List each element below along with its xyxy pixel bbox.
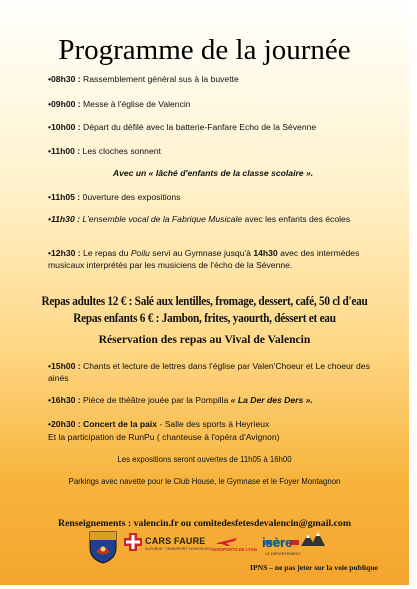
schedule-time: •12h30 : — [48, 248, 81, 258]
isere-name: isère — [262, 535, 293, 550]
schedule-item — [48, 145, 378, 157]
end-time: 14h30 — [253, 248, 278, 258]
schedule-text: Pièce de théâtre jouée par la Pompilla — [80, 395, 231, 405]
schedule-item — [48, 73, 378, 85]
schedule-time: •20h30 : — [48, 419, 81, 429]
schedule-item — [48, 247, 378, 271]
page-margin-bottom — [0, 585, 417, 589]
aeroports-lyon-text: AEROPORTS DE LYON — [211, 547, 257, 552]
isere-subtitle: LE DÉPARTEMENT — [265, 551, 301, 556]
valencin-crest-logo — [88, 530, 118, 564]
cars-faure-emblem — [123, 532, 143, 552]
schedule-text: Départ du défilé avec la batterie-Fanfare Echo de la Sévenne — [80, 122, 317, 132]
schedule-time: •11h30 : — [48, 214, 80, 224]
schedule-text: avec des intermèdes musicaux interprétés par les musiciens de l'écho de la Sévenne. — [48, 248, 360, 270]
schedule-time: •15h00 : — [48, 361, 81, 371]
schedule-item — [48, 191, 378, 203]
schedule-text: Le repas du — [80, 248, 131, 258]
schedule-text: 0uverture des expositions — [80, 192, 181, 202]
schedule-time: •16h30 : — [48, 395, 81, 405]
schedule-text: - Salle des sports à Heyrieux — [157, 419, 270, 429]
schedule-text-italic: L'ensemble vocal de la Fabrique Musicale — [80, 214, 243, 224]
cars-faure-name: CARS FAURE — [145, 536, 206, 546]
schedule-text: Rassemblement général sus à la buvette — [80, 74, 239, 84]
meal-adults: Repas adultes 12 € : Salé aux lentilles, fromage, dessert, café, 50 cl d'eau — [41, 294, 368, 308]
schedule-time: •09h00 : — [48, 99, 81, 109]
mountain-logo-icon — [300, 530, 326, 548]
expositions-note: Les expositions seront ouvertes de 11h05 à 16h00 — [117, 455, 292, 464]
schedule-item — [48, 98, 378, 110]
concert-title: Concert de la paix — [80, 419, 158, 429]
ipns-footer: IPNS – ne pas jeter sur la voie publique — [250, 563, 378, 572]
classe-line: Avec un « lâché d'enfants de la classe scolaire ». — [112, 168, 314, 178]
contact-line: Renseignements : valencin.fr ou comitedesfetesdevalencin@gmail.com — [58, 518, 351, 529]
poilu-text: Poilu — [130, 248, 150, 258]
page-margin-right — [409, 0, 417, 589]
page-title: Programme de la journée — [58, 34, 351, 66]
schedule-text: Messe à l'église de Valencin — [80, 99, 191, 109]
schedule-item — [48, 394, 378, 406]
schedule-item — [48, 213, 378, 225]
plane-icon — [216, 534, 238, 546]
schedule-time: •10h00 : — [48, 122, 81, 132]
schedule-time: •11h00 : — [48, 146, 81, 156]
schedule-item — [48, 418, 378, 430]
schedule-line: Et la participation de RunPu ( chanteuse à l'opéra d'Avignon) — [48, 432, 280, 442]
parkings-note: Parkings avec navette pour le Club House, le Gymnase et le Foyer Montagnon — [68, 477, 341, 486]
meal-children: Repas enfants 6 € : Jambon, frites, yaourth, déssert et eau — [73, 311, 336, 325]
schedule-item — [48, 121, 378, 133]
schedule-text: avec les enfants des écoles — [242, 214, 351, 224]
schedule-text: servi au Gymnase jusqu'à — [149, 248, 254, 258]
cars-faure-subtitle: AUTOBUS · TRANSPORT VOYAGEURS — [145, 547, 211, 551]
schedule-item — [48, 360, 378, 384]
schedule-text: Les cloches sonnent — [80, 146, 161, 156]
reservation-heading: Réservation des repas au Vival de Valencin — [98, 333, 311, 346]
play-title: « La Der des Ders ». — [230, 395, 313, 405]
schedule-text: Chants et lecture de lettres dans l'église par Valen'Choeur et Le choeur des ainés — [48, 361, 370, 383]
schedule-time: •08h30 : — [48, 74, 81, 84]
schedule-time: •11h05 : — [48, 192, 81, 202]
